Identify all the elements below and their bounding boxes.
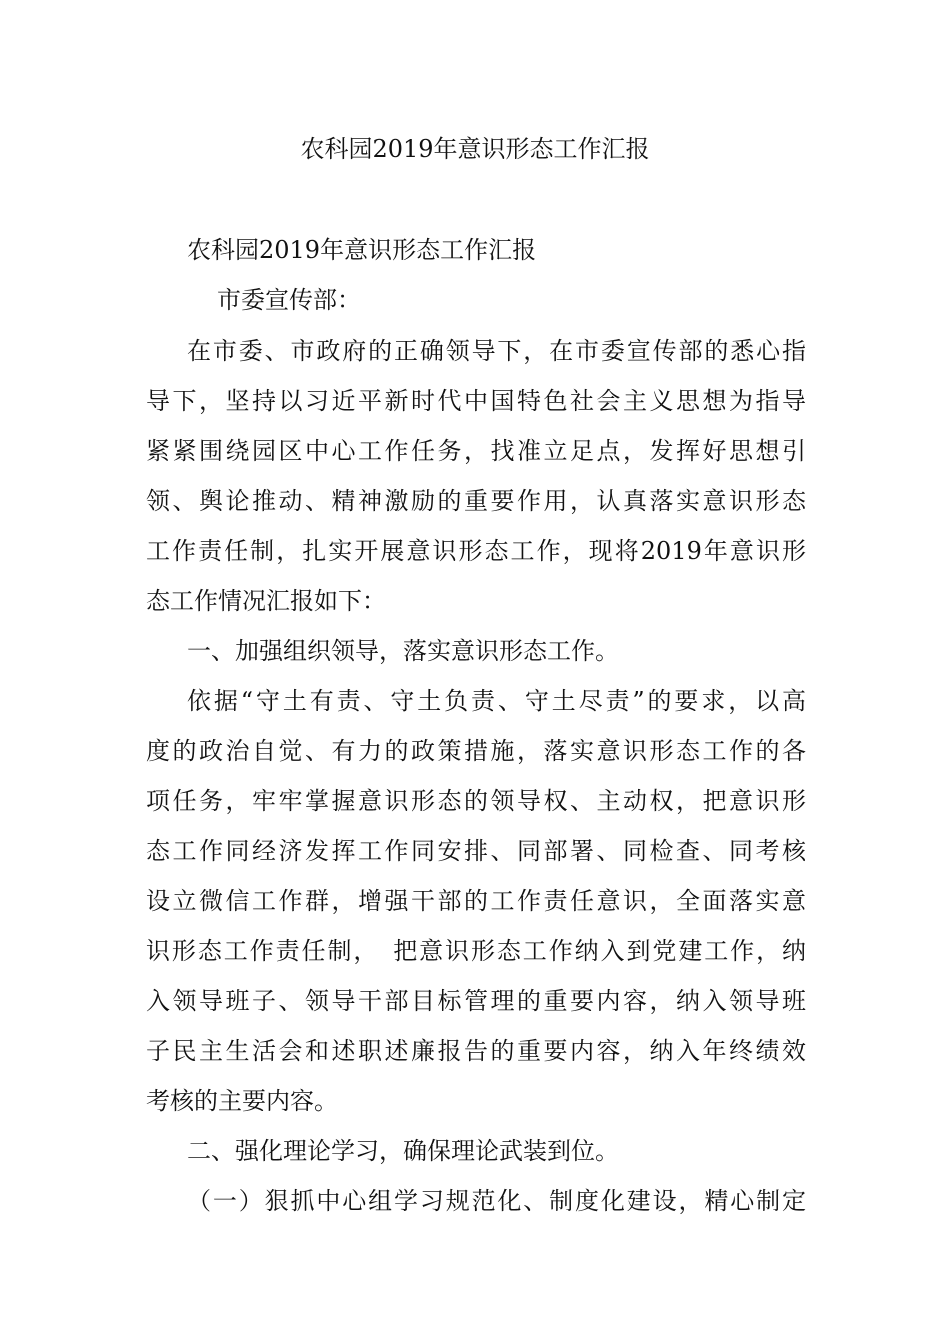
paragraph-line: 态工作同经济发挥工作同安排、同部署、同检查、同考核	[146, 837, 806, 865]
paragraph-line: 工作责任制，扎实开展意识形态工作，现将2019年意识形	[146, 537, 806, 565]
paragraph-line: 考核的主要内容。	[146, 1087, 338, 1115]
paragraph-line: 设立微信工作群，增强干部的工作责任意识，全面落实意	[146, 887, 806, 915]
paragraph-line: 态工作情况汇报如下：	[146, 587, 386, 615]
paragraph-line: 紧紧围绕园区中心工作任务，找准立足点，发挥好思想引	[146, 437, 806, 465]
paragraph-line: 度的政治自觉、有力的政策措施，落实意识形态工作的各	[146, 737, 806, 765]
paragraph-line: 子民主生活会和述职述廉报告的重要内容，纳入年终绩效	[146, 1037, 806, 1065]
paragraph-line: 项任务，牢牢掌握意识形态的领导权、主动权，把意识形	[146, 787, 806, 815]
subsection-line: （一）狠抓中心组学习规范化、制度化建设，精心制定	[187, 1187, 806, 1215]
section-heading: 二、强化理论学习，确保理论武装到位。	[187, 1137, 619, 1165]
paragraph-line: 在市委、市政府的正确领导下，在市委宣传部的悉心指	[187, 337, 806, 365]
document-title: 农科园2019年意识形态工作汇报	[300, 135, 650, 163]
salutation: 市委宣传部：	[217, 286, 361, 314]
paragraph-line: 依据“守土有责、守土负责、守土尽责”的要求，以高	[187, 687, 806, 715]
paragraph-line: 识形态工作责任制， 把意识形态工作纳入到党建工作，纳	[146, 937, 806, 965]
section-heading: 一、加强组织领导，落实意识形态工作。	[187, 637, 619, 665]
paragraph-line: 领、舆论推动、精神激励的重要作用，认真落实意识形态	[146, 487, 806, 515]
paragraph-line: 导下，坚持以习近平新时代中国特色社会主义思想为指导	[146, 387, 806, 415]
report-heading: 农科园2019年意识形态工作汇报	[187, 236, 537, 264]
paragraph-line: 入领导班子、领导干部目标管理的重要内容，纳入领导班	[146, 987, 806, 1015]
